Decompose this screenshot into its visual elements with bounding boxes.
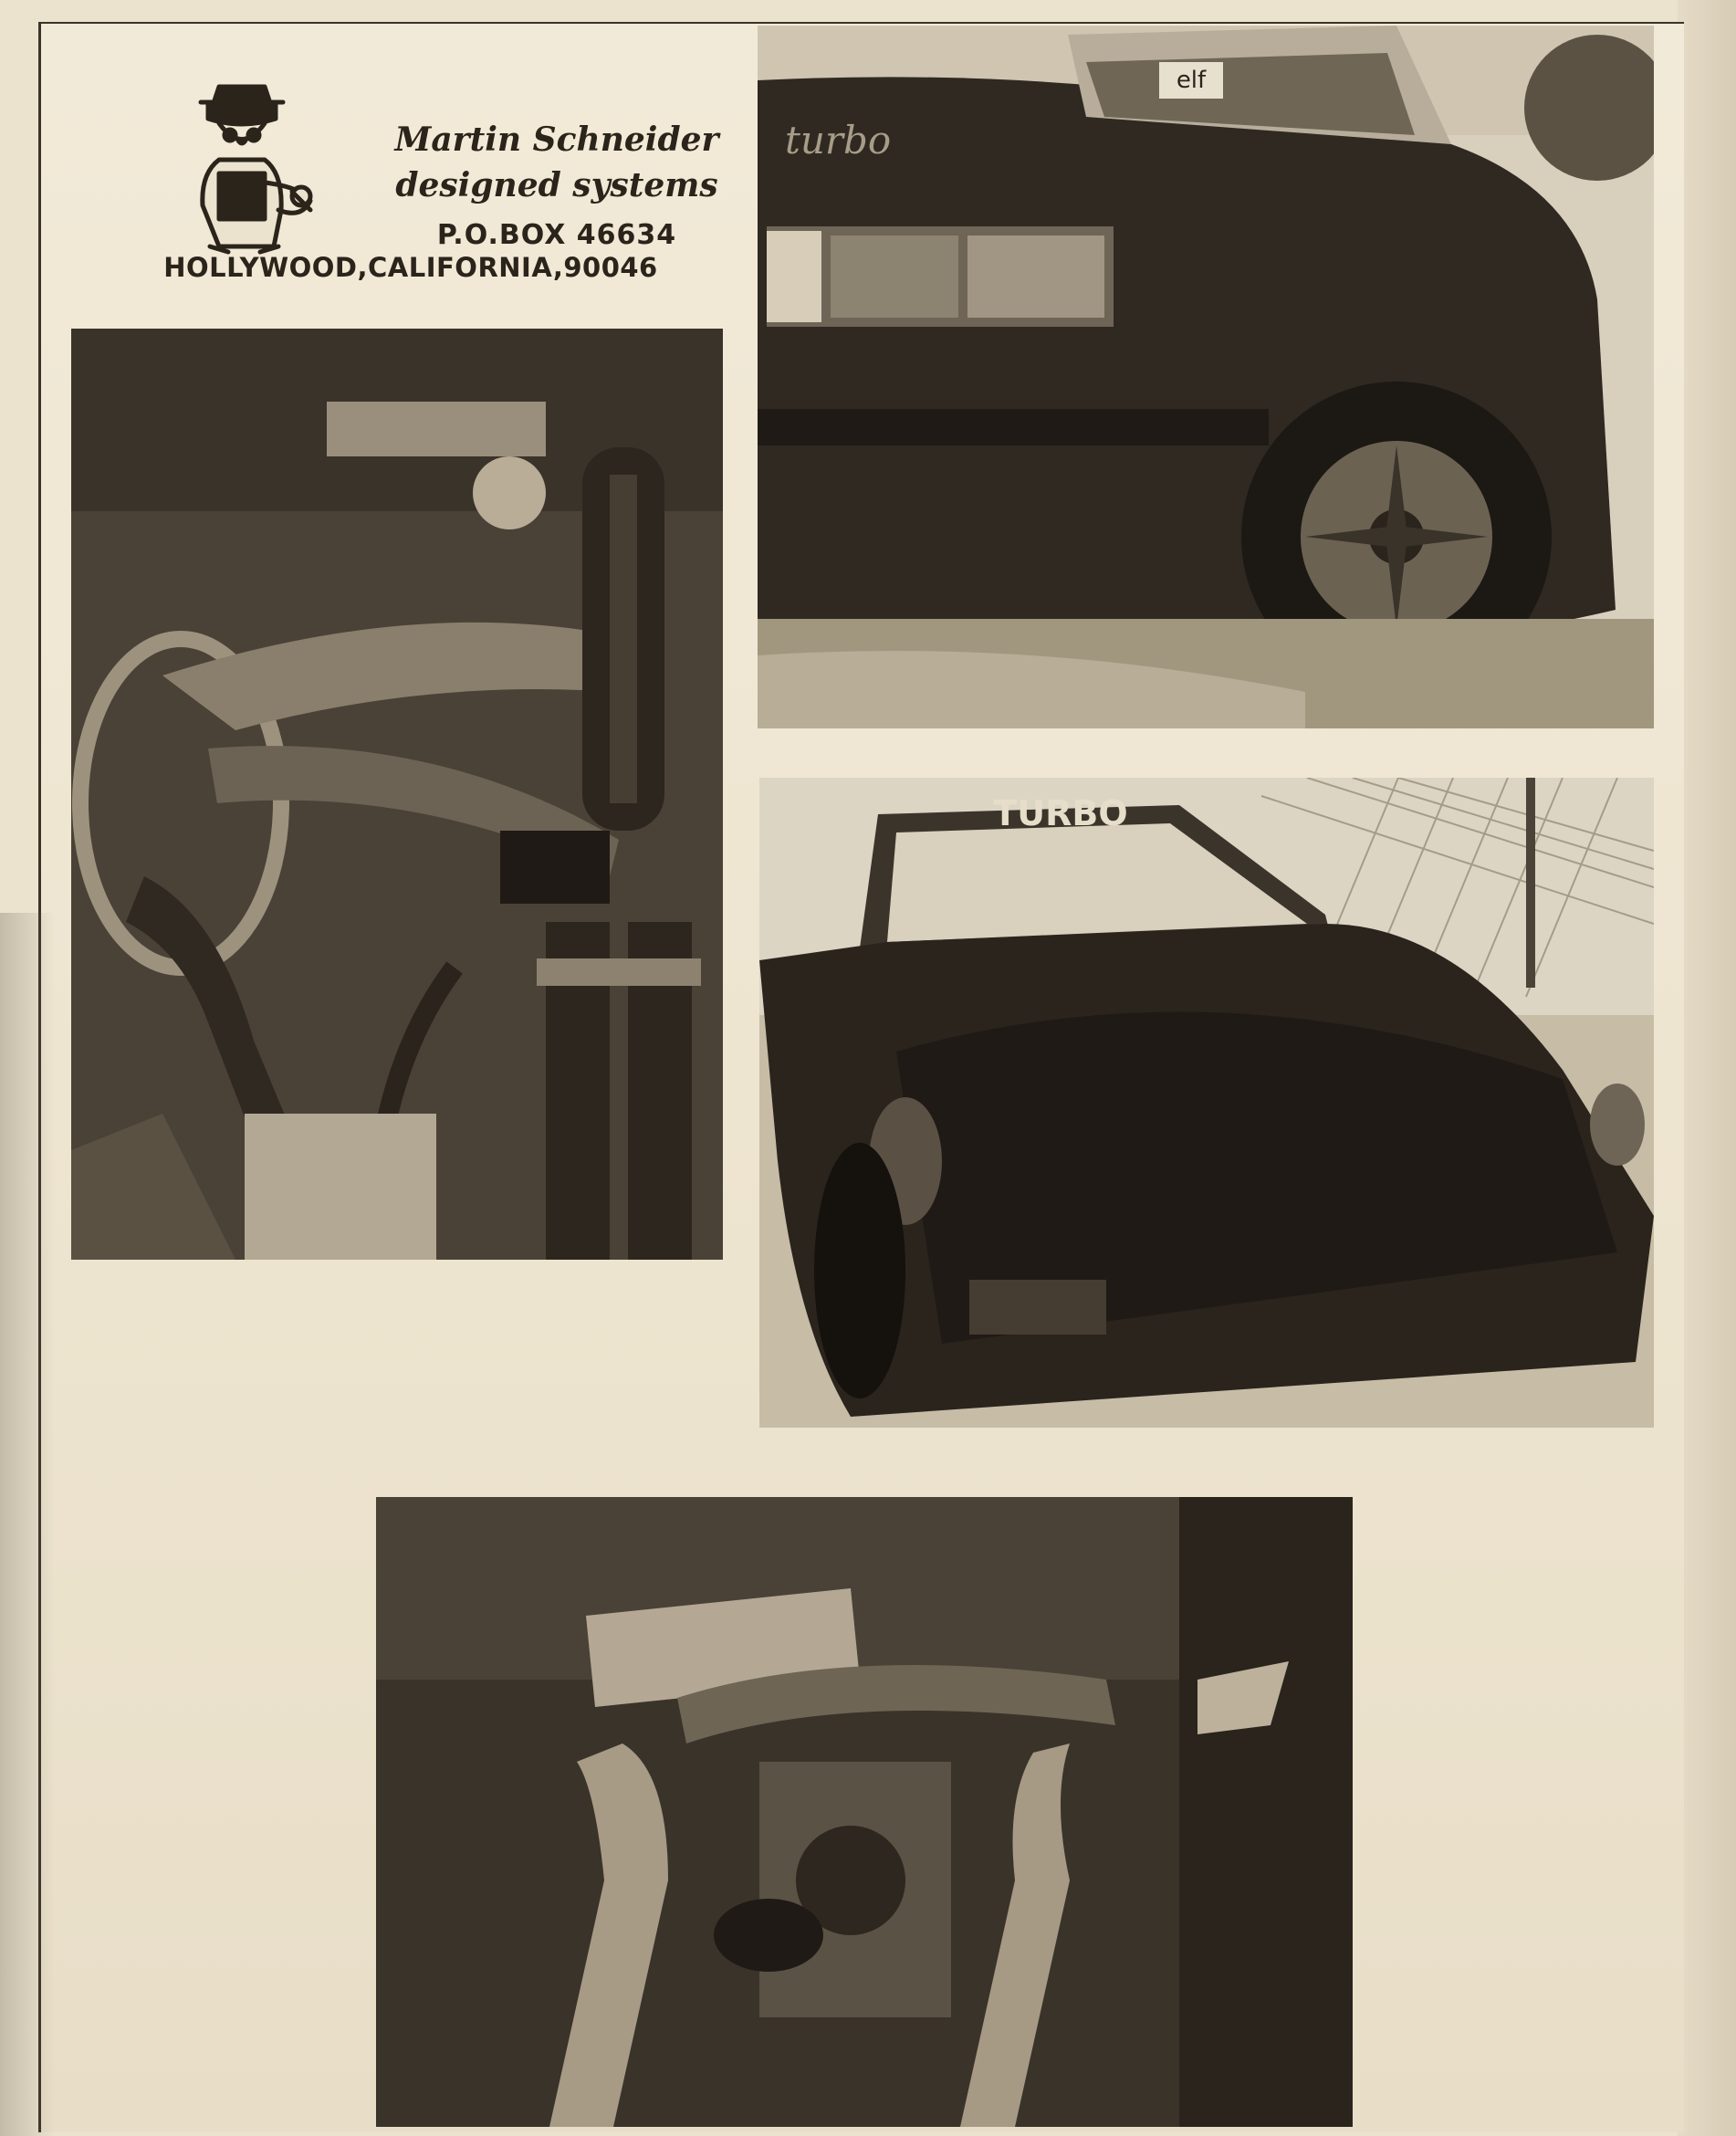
- mascot-logo: [164, 82, 329, 256]
- photo-engine-bay: [71, 329, 723, 1260]
- turbo-windshield-banner: TURBO: [993, 793, 1128, 833]
- elf-sticker: elf: [1176, 67, 1207, 94]
- company-name-line1: Martin Schneider: [394, 120, 719, 159]
- company-name-line2: designed systems: [395, 166, 718, 204]
- photo-exhaust-underside: [376, 1497, 1353, 2127]
- company-header: [91, 82, 730, 292]
- address-po-box: P.O.BOX 46634: [436, 219, 677, 251]
- address-city: HOLLYWOOD,CALIFORNIA,90046: [163, 252, 658, 283]
- photo-car-rear: [758, 26, 1654, 728]
- turbo-badge: turbo: [785, 118, 892, 162]
- page-right-edge: [1678, 0, 1736, 2136]
- photo-car-front: [759, 778, 1654, 1428]
- company-name: [383, 117, 730, 208]
- page-shadow: [0, 913, 55, 2136]
